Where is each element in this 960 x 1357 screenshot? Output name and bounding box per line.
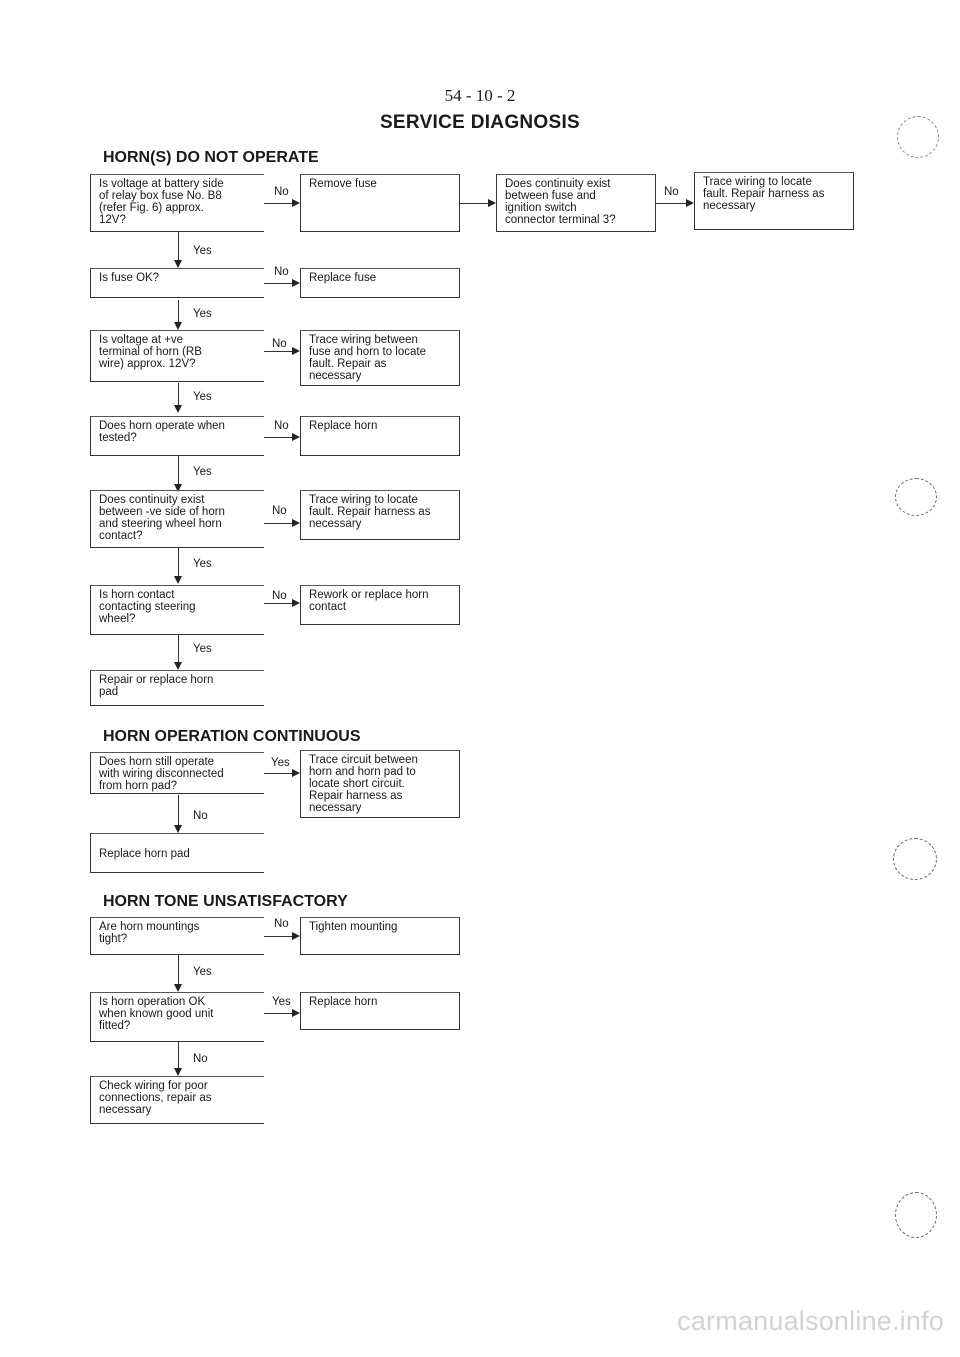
- a-replace-horn-2: Replace horn: [300, 992, 460, 1030]
- label-yes: Yes: [272, 996, 291, 1008]
- a-repair-horn-pad: Repair or replace horn pad: [90, 670, 264, 706]
- arrow-right: [264, 1013, 298, 1014]
- label-no: No: [272, 590, 287, 602]
- label-no: No: [193, 1053, 208, 1065]
- label-yes: Yes: [193, 308, 212, 320]
- label-no: No: [193, 810, 208, 822]
- q-known-good-unit: Is horn operation OK when known good unit fitted?: [90, 992, 264, 1042]
- a-remove-fuse: Remove fuse: [300, 174, 460, 232]
- label-yes: Yes: [193, 245, 212, 257]
- arrow-right: [656, 203, 692, 204]
- arrow-right: [264, 936, 298, 937]
- label-yes: Yes: [193, 391, 212, 403]
- binder-hole-mark: [897, 116, 939, 158]
- arrow-down: [178, 300, 179, 328]
- q-mountings-tight: Are horn mountings tight?: [90, 917, 264, 955]
- arrow-right: [460, 203, 494, 204]
- a-trace-fault: Trace wiring to locate fault. Repair harness as necessary: [694, 172, 854, 230]
- a-trace-fault-2: Trace wiring to locate fault. Repair harness as necessary: [300, 490, 460, 540]
- arrow-down: [178, 456, 179, 490]
- watermark: carmanualsonline.info: [677, 1306, 944, 1336]
- arrow-down: [178, 795, 179, 831]
- label-yes: Yes: [193, 643, 212, 655]
- arrow-down: [178, 232, 179, 266]
- q-continuity-ignition: Does continuity exist between fuse and ignition switch connector terminal 3?: [496, 174, 656, 232]
- label-no: No: [274, 918, 289, 930]
- arrow-right: [264, 283, 298, 284]
- arrow-down: [178, 635, 179, 668]
- a-replace-horn: Replace horn: [300, 416, 460, 456]
- a-rework-contact: Rework or replace horn contact: [300, 585, 460, 625]
- binder-hole-mark: [895, 478, 937, 516]
- arrow-down: [178, 383, 179, 411]
- section-heading-not-operate: HORN(S) DO NOT OPERATE: [103, 149, 319, 166]
- label-yes: Yes: [193, 558, 212, 570]
- section-heading-continuous: HORN OPERATION CONTINUOUS: [103, 728, 361, 745]
- q-horn-still-operates: Does horn still operate with wiring disconnected from horn pad?: [90, 752, 264, 794]
- arrow-right: [264, 603, 298, 604]
- a-trace-between: Trace wiring between fuse and horn to locate fault. Repair as necessary: [300, 330, 460, 386]
- a-replace-fuse: Replace fuse: [300, 268, 460, 298]
- arrow-right: [264, 773, 298, 774]
- arrow-right: [264, 523, 298, 524]
- arrow-right: [264, 351, 298, 352]
- arrow-right: [264, 203, 298, 204]
- q-battery-voltage: Is voltage at battery side of relay box fuse No. B8 (refer Fig. 6) approx. 12V?: [90, 174, 264, 232]
- label-no: No: [274, 266, 289, 278]
- a-check-wiring: Check wiring for poor connections, repair as necessary: [90, 1076, 264, 1124]
- label-no: No: [272, 338, 287, 350]
- a-tighten-mounting: Tighten mounting: [300, 917, 460, 955]
- q-horn-contact: Is horn contact contacting steering wheel?: [90, 585, 264, 635]
- label-no: No: [274, 420, 289, 432]
- arrow-right: [264, 437, 298, 438]
- binder-hole-mark: [893, 838, 937, 880]
- binder-hole-mark: [895, 1192, 937, 1238]
- page-title: SERVICE DIAGNOSIS: [379, 112, 581, 133]
- label-yes: Yes: [271, 757, 290, 769]
- page-number: 54 - 10 - 2: [444, 86, 516, 105]
- arrow-down: [178, 955, 179, 990]
- arrow-down: [178, 548, 179, 582]
- label-yes: Yes: [193, 966, 212, 978]
- a-trace-circuit: Trace circuit between horn and horn pad to locate short circuit. Repair harness as necessary: [300, 750, 460, 818]
- q-horn-operate: Does horn operate when tested?: [90, 416, 264, 456]
- q-horn-voltage: Is voltage at +ve terminal of horn (RB wire) approx. 12V?: [90, 330, 264, 382]
- label-no: No: [664, 186, 679, 198]
- section-heading-tone: HORN TONE UNSATISFACTORY: [103, 893, 348, 910]
- q-continuity-negative: Does continuity exist between -ve side of horn and steering wheel horn contact?: [90, 490, 264, 548]
- label-yes: Yes: [193, 466, 212, 478]
- label-no: No: [272, 505, 287, 517]
- arrow-down: [178, 1042, 179, 1074]
- label-no: No: [274, 186, 289, 198]
- a-replace-horn-pad: Replace horn pad: [90, 833, 264, 873]
- q-fuse-ok: Is fuse OK?: [90, 268, 264, 298]
